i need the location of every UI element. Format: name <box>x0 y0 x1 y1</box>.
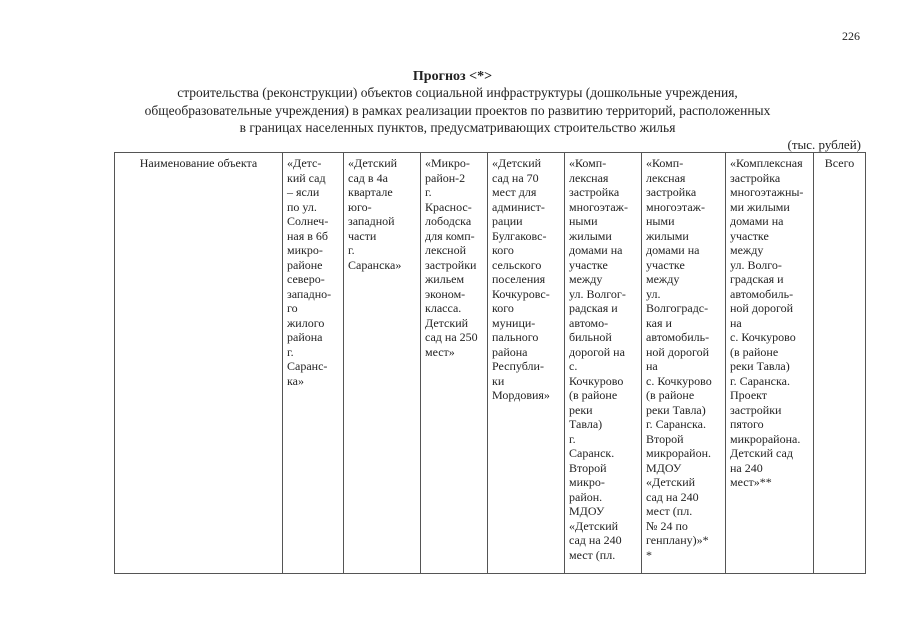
header-cell-object-5: «Комп- лексная застройка многоэтаж- ными жилыми домами на участке между ул. Волгог- радская и автомо- бильной дорогой на с. Кочкурово (в районе реки Тавла) г. Саранск. Второй микро- район. МДОУ «Детский сад на 240 мест (пл. <box>565 153 642 574</box>
table-header-row <box>115 153 866 574</box>
document-subtitle <box>60 84 855 137</box>
header-cell-object-4: «Детский сад на 70 мест для админист- рации Булгаковс- кого сельского поселения Кочкуровс- кого муници- пального района Республи- ки Мордовия» <box>488 153 565 574</box>
header-cell-object-1: «Детс- кий сад – ясли по ул. Солнеч- ная в 6б микро- районе северо- западно- го жилого района г. Саранс- ка» <box>283 153 344 574</box>
header-cell-object-2: «Детский сад в 4а квартале юго- западной части г. Саранска» <box>344 153 421 574</box>
header-cell-object-7: «Комплексная застройка многоэтажны- ми жилыми домами на участке между ул. Волго- градская и автомобиль- ной дорогой на с. Кочкурово (в районе реки Тавла) г. Саранска. Проект застройки пятого микрорайона. Детский сад на 240 мест»** <box>726 153 814 574</box>
subtitle-line: в границах населенных пунктов, предусматривающих строительство жилья <box>239 120 676 135</box>
document-title: Прогноз <*> <box>412 69 493 84</box>
subtitle-line: строительства (реконструкции) объектов социальной инфраструктуры (дошкольные учреждения, <box>177 85 738 100</box>
page-number: 226 <box>842 29 860 43</box>
header-cell-object-6: «Комп- лексная застройка многоэтаж- ными жилыми домами на участке между ул. Волгоградс- кая и автомобиль- ной дорогой на с. Кочкурово (в районе реки Тавла) г. Саранска. Второй микрорайон. МДОУ «Детский сад на 240 мест (пл. № 24 по генплану)»* * <box>642 153 726 574</box>
forecast-table <box>114 152 866 574</box>
units-label: (тыс. рублей) <box>787 137 861 152</box>
header-cell-object-3: «Микро- район-2 г. Краснос- лободска для комп- лексной застройки жильем эконом- класса. Детский сад на 250 мест» <box>421 153 488 574</box>
header-cell-total: Всего <box>814 153 866 574</box>
header-cell-name: Наименование объекта <box>115 153 283 574</box>
subtitle-line: общеобразовательные учреждения) в рамках реализации проектов по развитию территорий, расположенных <box>144 102 771 118</box>
